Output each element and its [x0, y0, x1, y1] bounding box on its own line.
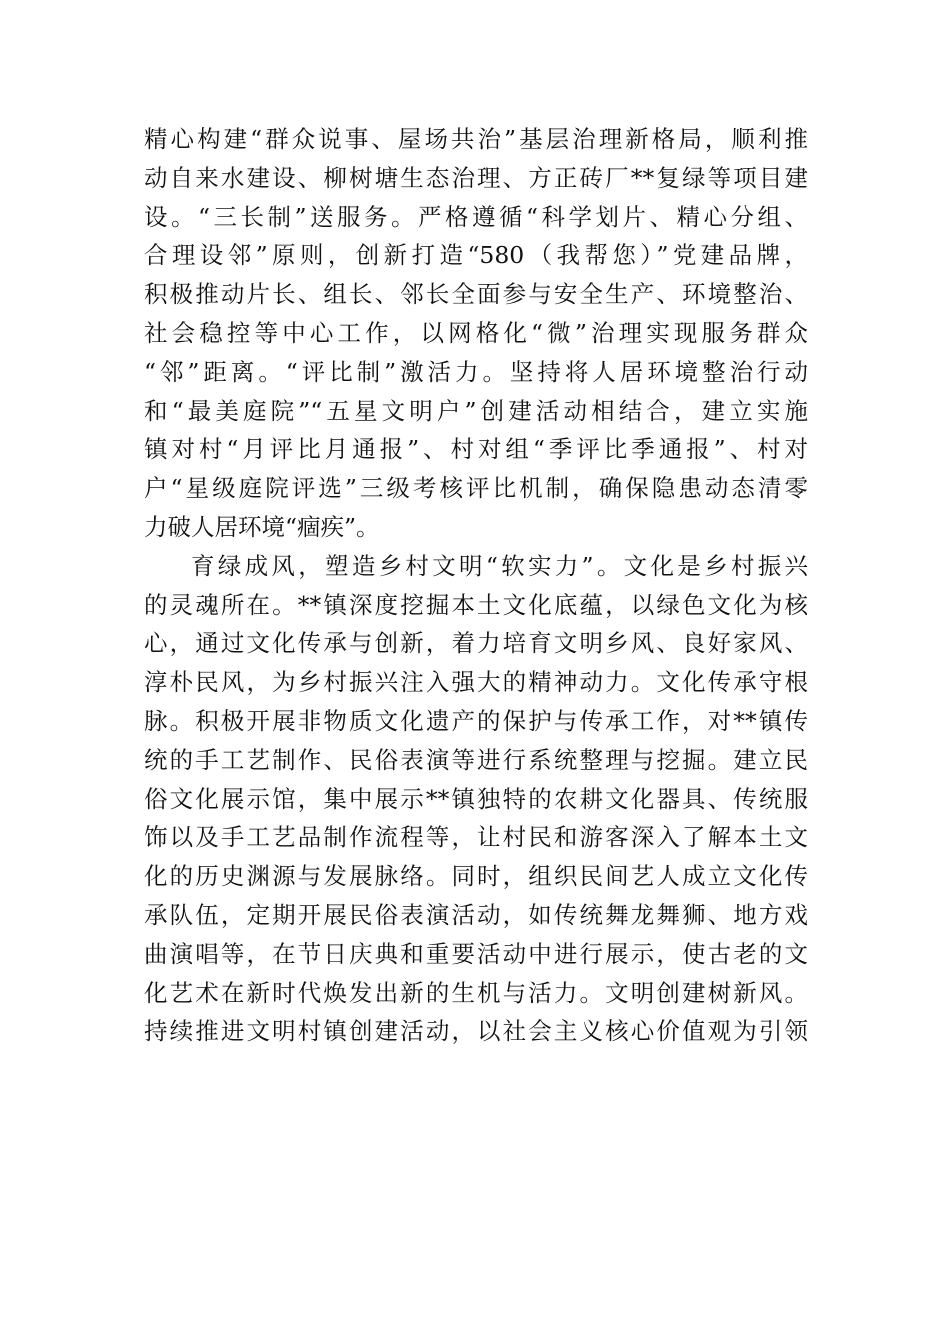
text-line: “邻”距离。“评比制”激活力。坚持将人居环境整治行动: [144, 357, 808, 386]
text-line: 化的历史渊源与发展脉络。同时，组织民间艺人成立文化传: [144, 862, 808, 891]
paragraph-2: [144, 547, 808, 1051]
text-line: 动自来水建设、柳树塘生态治理、方正砖厂**复绿等项目建: [144, 163, 808, 192]
text-line: 曲演唱等，在节日庆典和重要活动中进行展示，使古老的文: [144, 939, 808, 968]
text-line: 户“星级庭院评选”三级考核评比机制，确保隐患动态清零: [144, 474, 808, 503]
text-line: 承队伍，定期开展民俗表演活动，如传统舞龙舞狮、地方戏: [144, 900, 808, 929]
text-line: 设。“三长制”送服务。严格遵循“科学划片、精心分组、: [144, 202, 808, 231]
text-line: 化艺术在新时代焕发出新的生机与活力。文明创建树新风。: [144, 978, 808, 1007]
text-line: 统的手工艺制作、民俗表演等进行系统整理与挖掘。建立民: [144, 745, 808, 774]
text-line: 和“最美庭院”“五星文明户”创建活动相结合，建立实施: [144, 396, 808, 425]
text-line: 力破人居环境“痼疾”。: [144, 512, 380, 541]
text-line: 的灵魂所在。**镇深度挖掘本土文化底蕴，以绿色文化为核: [144, 590, 808, 619]
text-line: 积极推动片长、组长、邻长全面参与安全生产、环境整治、: [144, 280, 808, 309]
text-line: 镇对村“月评比月通报”、村对组“季评比季通报”、村对: [144, 435, 808, 464]
text-line: 持续推进文明村镇创建活动，以社会主义核心价值观为引领: [144, 1017, 808, 1046]
text-line: 淳朴民风，为乡村振兴注入强大的精神动力。文化传承守根: [144, 668, 808, 697]
text-line: 俗文化展示馆，集中展示**镇独特的农耕文化器具、传统服: [144, 784, 808, 813]
text-line: 脉。积极开展非物质文化遗产的保护与传承工作，对**镇传: [144, 706, 808, 735]
text-line: 育绿成风，塑造乡村文明“软实力”。文化是乡村振兴: [191, 551, 808, 580]
text-line: 心，通过文化传承与创新，着力培育文明乡风、良好家风、: [144, 629, 808, 658]
text-line: 社会稳控等中心工作，以网格化“微”治理实现服务群众: [144, 318, 808, 347]
body-text: [144, 120, 808, 1051]
text-line: 饰以及手工艺品制作流程等，让村民和游客深入了解本土文: [144, 823, 808, 852]
text-line: 合理设邻”原则，创新打造“580（我帮您）”党建品牌，: [144, 241, 808, 270]
paragraph-1: [144, 120, 808, 547]
text-line: 精心构建“群众说事、屋场共治”基层治理新格局，顺利推: [144, 125, 808, 153]
